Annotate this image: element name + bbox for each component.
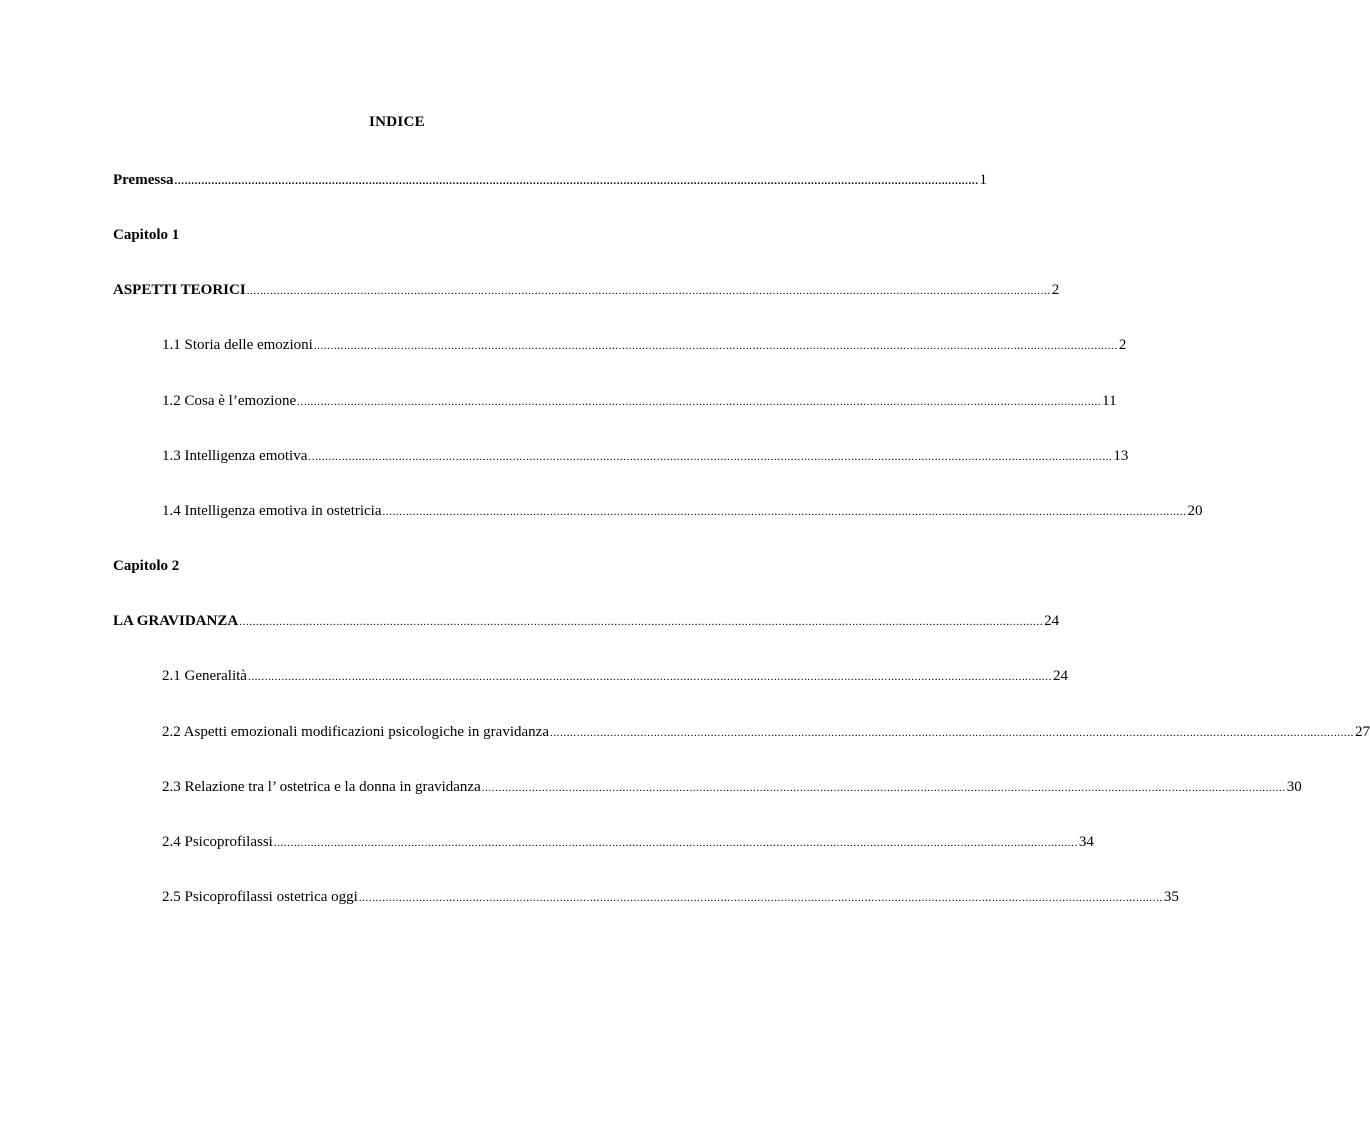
toc-entry-label: ASPETTI TEORICI <box>113 282 246 298</box>
toc-leader-dots: ................................................................................................................................................................................................................................................ <box>308 451 1113 463</box>
toc-leader-dots: ................................................................................................................................................................................................................................................ <box>358 892 1163 904</box>
toc-entry-2-5 <box>162 888 1179 906</box>
toc-page-number: 34 <box>1078 834 1094 850</box>
toc-page-number: 11 <box>1102 393 1117 409</box>
toc-page-number: 2 <box>1051 282 1060 298</box>
toc-entry-label: 1.3 Intelligenza emotiva <box>162 448 308 464</box>
toc-entry-label: 1.4 Intelligenza emotiva in ostetricia <box>162 503 382 519</box>
toc-entry-label: 1.1 Storia delle emozioni <box>162 337 313 353</box>
toc-entry-1-4 <box>162 502 1203 520</box>
toc-leader-dots: ................................................................................................................................................................................................................................................ <box>481 782 1286 794</box>
toc-leader-dots: ................................................................................................................................................................................................................................................ <box>313 340 1118 352</box>
toc-entry-label: 2.3 Relazione tra l’ ostetrica e la donna in gravidanza <box>162 779 481 795</box>
toc-leader-dots: ................................................................................................................................................................................................................................................ <box>247 671 1052 683</box>
toc-page-number: 24 <box>1044 613 1060 629</box>
toc-entry-label: 2.1 Generalità <box>162 668 247 684</box>
toc-entry-label: 2.2 Aspetti emozionali modificazioni psicologiche in gravidanza <box>162 724 549 740</box>
toc-page-number: 1 <box>979 172 988 188</box>
toc-entry-label: 2.4 Psicoprofilassi <box>162 834 273 850</box>
toc-leader-dots: ................................................................................................................................................................................................................................................ <box>382 506 1187 518</box>
toc-entry-2-1 <box>162 667 1068 685</box>
toc-entry-la-gravidanza <box>113 612 1060 630</box>
toc-entry-label: Premessa <box>113 172 174 188</box>
toc-leader-dots: ................................................................................................................................................................................................................................................ <box>297 396 1102 408</box>
toc-entry-2-4 <box>162 833 1094 851</box>
toc-entry-2-2 <box>162 723 1370 741</box>
toc-page-number: 27 <box>1354 724 1370 740</box>
toc-entry-1-1 <box>162 336 1127 354</box>
toc-page-number: 30 <box>1286 779 1302 795</box>
toc-page-number: 2 <box>1118 337 1127 353</box>
toc-page-number: 13 <box>1113 448 1129 464</box>
toc-leader-dots: ................................................................................................................................................................................................................................................ <box>549 727 1354 739</box>
chapter-heading-2: Capitolo 2 <box>113 558 180 574</box>
toc-title: INDICE <box>369 114 425 130</box>
toc-page-number: 24 <box>1052 668 1068 684</box>
chapter-heading-1: Capitolo 1 <box>113 227 180 243</box>
toc-entry-label: 2.5 Psicoprofilassi ostetrica oggi <box>162 889 358 905</box>
toc-leader-dots: ................................................................................................................................................................................................................................................ <box>246 285 1051 297</box>
toc-leader-dots: ................................................................................................................................................................................................................................................ <box>174 175 979 187</box>
toc-entry-1-2 <box>162 392 1117 410</box>
toc-entry-label: 1.2 Cosa è l’emozione <box>162 393 297 409</box>
toc-page-number: 35 <box>1163 889 1179 905</box>
toc-leader-dots: ................................................................................................................................................................................................................................................ <box>239 616 1044 628</box>
toc-entry-1-3 <box>162 447 1129 465</box>
toc-leader-dots: ................................................................................................................................................................................................................................................ <box>273 837 1078 849</box>
toc-entry-premessa <box>113 171 988 189</box>
toc-entry-2-3 <box>162 778 1302 796</box>
toc-entry-label: LA GRAVIDANZA <box>113 613 239 629</box>
toc-entry-aspetti-teorici <box>113 281 1060 299</box>
toc-page-number: 20 <box>1187 503 1203 519</box>
